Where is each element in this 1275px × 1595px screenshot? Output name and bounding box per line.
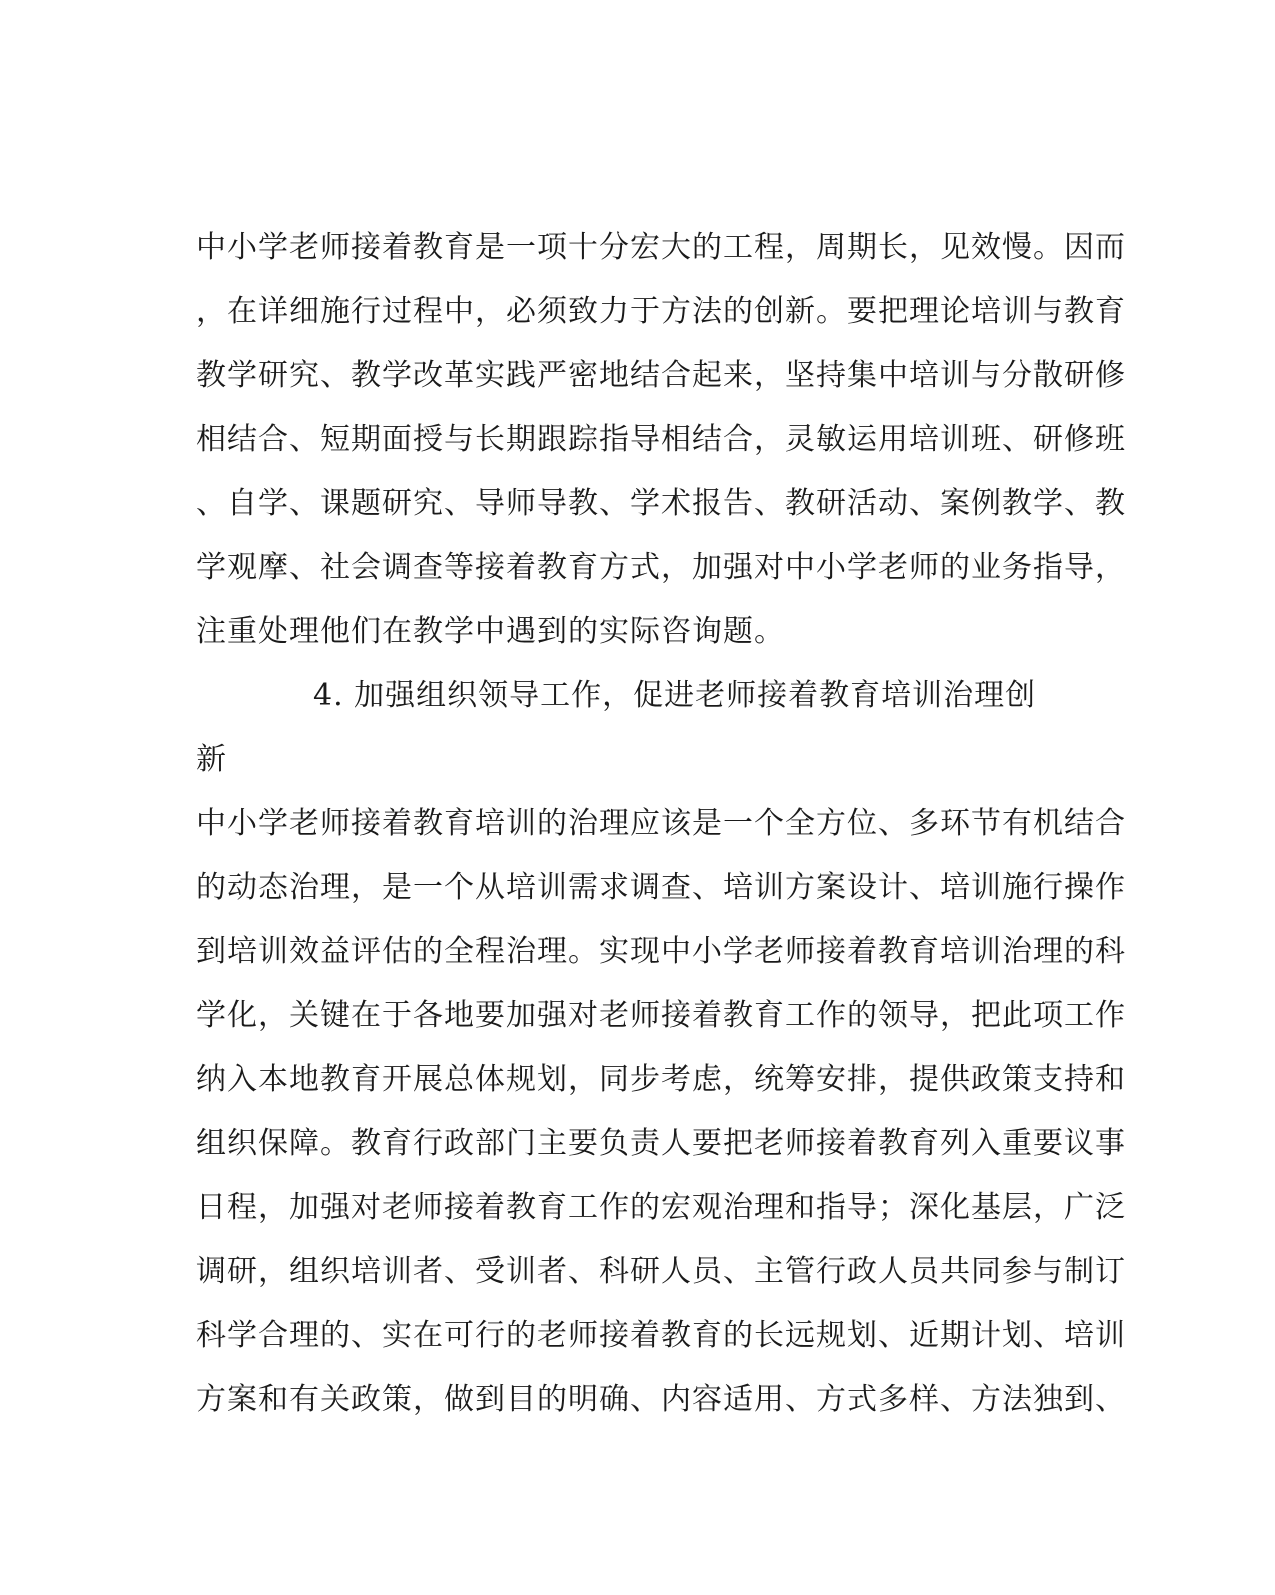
paragraph-line: 组织保障。教育行政部门主要负责人要把老师接着教育列入重要议事 bbox=[196, 1126, 1126, 1161]
paragraph-line: 中小学老师接着教育培训的治理应该是一个全方位、多环节有机结合 bbox=[196, 806, 1126, 841]
paragraph-line: 调研，组织培训者、受训者、科研人员、主管行政人员共同参与制订 bbox=[196, 1254, 1126, 1289]
paragraph-line: 科学合理的、实在可行的老师接着教育的长远规划、近期计划、培训 bbox=[196, 1318, 1126, 1353]
paragraph-method-innovation bbox=[196, 216, 1126, 664]
paragraph-organization-leadership bbox=[196, 792, 1126, 1432]
paragraph-line: 相结合、短期面授与长期跟踪指导相结合，灵敏运用培训班、研修班 bbox=[196, 422, 1126, 457]
paragraph-line: ，在详细施行过程中，必须致力于方法的创新。要把理论培训与教育 bbox=[196, 294, 1126, 329]
paragraph-line: 纳入本地教育开展总体规划，同步考虑，统筹安排，提供政策支持和 bbox=[196, 1062, 1126, 1097]
paragraph-line: 日程，加强对老师接着教育工作的宏观治理和指导；深化基层，广泛 bbox=[196, 1190, 1126, 1225]
paragraph-line: 注重处理他们在教学中遇到的实际咨询题。 bbox=[196, 614, 785, 649]
paragraph-line: 教学研究、教学改革实践严密地结合起来，坚持集中培训与分散研修 bbox=[196, 358, 1126, 393]
paragraph-line: 学观摩、社会调查等接着教育方式，加强对中小学老师的业务指导， bbox=[196, 550, 1126, 585]
section-heading-4: 4. 加强组织领导工作，促进老师接着教育培训治理创新 bbox=[196, 678, 1037, 777]
paragraph-line: 方案和有关政策，做到目的明确、内容适用、方式多样、方法独到、 bbox=[196, 1382, 1126, 1417]
paragraph-line: 中小学老师接着教育是一项十分宏大的工程，周期长，见效慢。因而 bbox=[196, 230, 1126, 265]
paragraph-line: 到培训效益评估的全程治理。实现中小学老师接着教育培训治理的科 bbox=[196, 934, 1126, 969]
paragraph-line: 、自学、课题研究、导师导教、学术报告、教研活动、案例教学、教 bbox=[196, 486, 1126, 521]
paragraph-line: 的动态治理，是一个从培训需求调查、培训方案设计、培训施行操作 bbox=[196, 870, 1126, 905]
paragraph-line: 学化，关键在于各地要加强对老师接着教育工作的领导，把此项工作 bbox=[196, 998, 1126, 1033]
